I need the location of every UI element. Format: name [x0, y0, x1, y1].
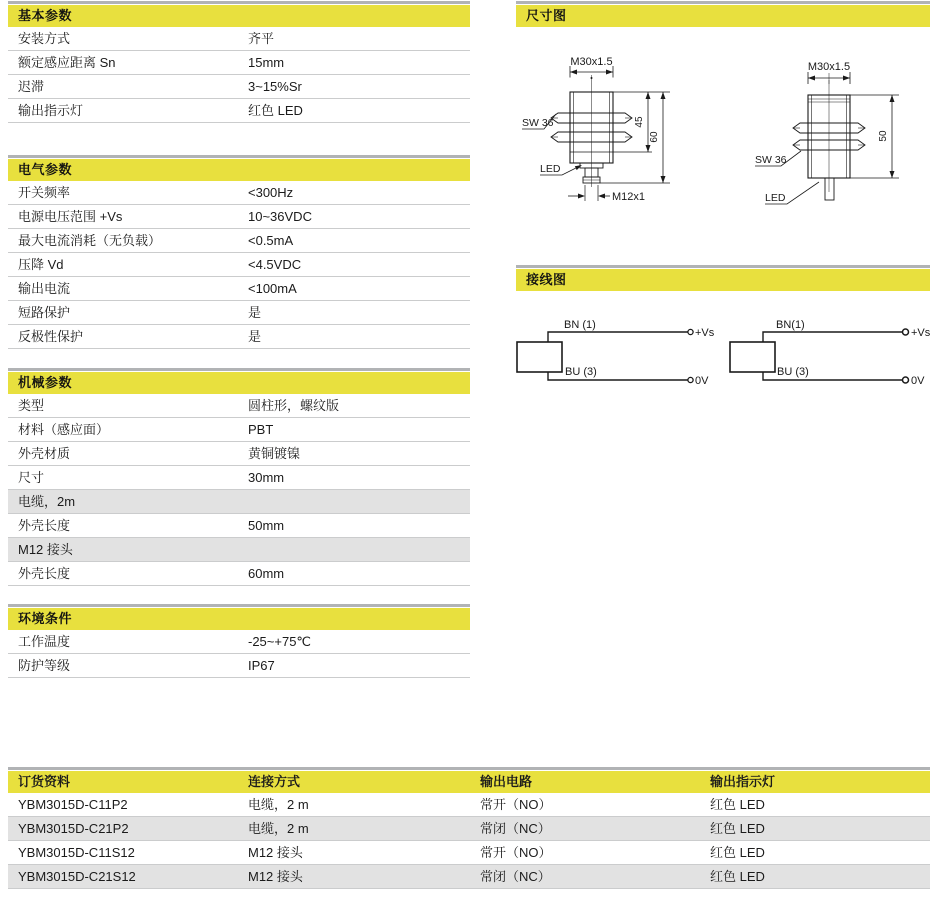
sensor-drawing-cable-version	[751, 52, 911, 207]
spec-row	[8, 630, 470, 654]
section-wiring-diagram	[516, 265, 930, 395]
spec-value: 黄铜镀镍	[248, 446, 301, 461]
ordering-table	[8, 771, 930, 889]
section-top-strip	[8, 155, 470, 158]
spec-row	[8, 301, 470, 325]
ordering-cell: 常开（NO）	[480, 797, 552, 812]
spec-row	[8, 27, 470, 51]
section-title-dimensions: 尺寸图	[516, 5, 930, 27]
ordering-column-header: 连接方式	[248, 774, 301, 789]
section-top-strip	[516, 1, 930, 4]
spec-value: 30mm	[248, 470, 285, 485]
spec-row	[8, 654, 470, 678]
spec-label: 外壳材质	[18, 446, 71, 461]
spec-label: 额定感应距离 Sn	[18, 55, 116, 70]
spec-value: 60mm	[248, 566, 285, 581]
ordering-part-number: YBM3015D-C21P2	[18, 821, 129, 836]
spec-label: 外壳长度	[18, 566, 71, 581]
spec-row	[8, 277, 470, 301]
section-top-strip	[8, 604, 470, 607]
spec-label: 防护等级	[18, 658, 71, 673]
thread-dim-label: M30x1.5	[570, 56, 613, 68]
sensor-drawing-connector-version	[518, 52, 688, 207]
spec-label: 反极性保护	[18, 329, 84, 344]
wrench-size-label: SW 36	[522, 117, 554, 129]
spec-label: 迟滞	[18, 79, 45, 94]
ordering-cell: 电缆，2 m	[248, 797, 309, 812]
spec-value: <0.5mA	[248, 233, 294, 248]
spec-value: 红色 LED	[248, 103, 303, 118]
ordering-cell: 红色 LED	[710, 869, 765, 884]
connector-thread-dim-label: M12x1	[612, 191, 646, 203]
section-basic-params	[8, 1, 470, 123]
barrel-length-dim: 50	[878, 130, 889, 142]
spec-label: 输出电流	[18, 281, 71, 296]
spec-value: 10~36VDC	[248, 209, 312, 224]
sensor-body-symbol	[517, 342, 562, 372]
spec-value: 齐平	[248, 31, 275, 46]
spec-row	[8, 394, 470, 418]
section-dimension-diagram	[516, 1, 930, 237]
spec-label: M12 接头	[18, 542, 73, 557]
basic-params-rows	[8, 27, 470, 123]
wire-label-bu: BU (3)	[565, 366, 597, 378]
wire-label-bn: BN(1)	[776, 319, 805, 331]
spec-label: 电缆，2m	[18, 494, 76, 509]
ordering-part-number: YBM3015D-C11P2	[18, 797, 128, 812]
sensor-body-symbol	[730, 342, 775, 372]
spec-label: 类型	[18, 398, 45, 413]
spec-value: IP67	[248, 658, 275, 673]
terminal-circle	[688, 329, 693, 334]
terminal-circle	[903, 329, 909, 335]
spec-row	[8, 51, 470, 75]
spec-row	[8, 442, 470, 466]
wiring-diagram-cable	[516, 295, 726, 395]
section-title-electrical: 电气参数	[8, 159, 470, 181]
spec-value: 是	[248, 305, 262, 320]
spec-row	[8, 181, 470, 205]
spec-subheader-row	[8, 490, 470, 514]
spec-label: 电源电压范围 +Vs	[18, 209, 123, 224]
ordering-cell: 电缆，2 m	[248, 821, 309, 836]
electrical-params-rows	[8, 181, 470, 349]
spec-row	[8, 562, 470, 586]
terminal-label-vs: +Vs	[695, 327, 715, 339]
ordering-cell: 红色 LED	[710, 797, 765, 812]
section-title-environment: 环境条件	[8, 608, 470, 630]
cable-stub	[825, 178, 834, 200]
terminal-circle	[903, 377, 909, 383]
thread-dim-label: M30x1.5	[807, 61, 851, 73]
ordering-cell: 红色 LED	[710, 821, 765, 836]
spec-label: 安装方式	[18, 31, 71, 46]
ordering-column-header: 输出电路	[480, 774, 533, 789]
spec-value: <100mA	[248, 281, 297, 296]
wrench-size-label: SW 36	[755, 154, 787, 166]
spec-row	[8, 466, 470, 490]
dimension-drawings	[516, 27, 930, 237]
section-mechanical-params	[8, 368, 470, 586]
section-top-strip	[516, 265, 930, 268]
ordering-cell: 红色 LED	[710, 845, 765, 860]
led-label: LED	[540, 163, 561, 175]
total-length-dim: 60	[649, 131, 660, 143]
spec-value: PBT	[248, 422, 274, 437]
ordering-part-number: YBM3015D-C21S12	[18, 869, 136, 884]
ordering-table-row	[8, 793, 930, 817]
ordering-table-row	[8, 817, 930, 841]
wire-label-bu: BU (3)	[777, 366, 809, 378]
spec-label: 最大电流消耗（无负载）	[18, 233, 162, 248]
spec-value: -25~+75℃	[248, 634, 312, 649]
terminal-label-vs: +Vs	[911, 327, 931, 339]
spec-value: <300Hz	[248, 185, 294, 200]
ordering-table-header-row	[8, 771, 930, 793]
spec-row	[8, 229, 470, 253]
wiring-diagram-connector	[729, 295, 936, 395]
ordering-table-row	[8, 865, 930, 889]
spec-label: 输出指示灯	[18, 103, 84, 118]
ordering-column-header: 订货资料	[18, 774, 71, 789]
wiring-diagrams	[516, 295, 930, 395]
spec-label: 外壳长度	[18, 518, 71, 533]
section-top-strip	[8, 1, 470, 4]
spec-row	[8, 418, 470, 442]
spec-label: 开关频率	[18, 185, 71, 200]
environment-params-rows	[8, 630, 470, 678]
ordering-part-number: YBM3015D-C11S12	[18, 845, 135, 860]
spec-value: <4.5VDC	[248, 257, 302, 272]
spec-row	[8, 205, 470, 229]
section-environment-params	[8, 604, 470, 678]
ordering-cell: M12 接头	[248, 845, 303, 860]
ordering-cell: 常闭（NC）	[480, 821, 551, 836]
spec-value: 圆柱形，螺纹版	[248, 398, 340, 413]
spec-row	[8, 325, 470, 349]
section-title-wiring: 接线图	[516, 269, 930, 291]
ordering-cell: 常开（NO）	[480, 845, 552, 860]
ordering-table-row	[8, 841, 930, 865]
spec-label: 工作温度	[18, 634, 71, 649]
spec-label: 尺寸	[18, 470, 45, 485]
section-title-basic: 基本参数	[8, 5, 470, 27]
spec-value: 3~15%Sr	[248, 79, 302, 94]
terminal-label-0v: 0V	[911, 375, 925, 387]
wire-label-bn: BN (1)	[564, 319, 596, 331]
spec-row	[8, 253, 470, 277]
section-top-strip	[8, 368, 470, 371]
spec-row	[8, 514, 470, 538]
spec-value: 50mm	[248, 518, 285, 533]
spec-row	[8, 99, 470, 123]
ordering-cell: 常闭（NC）	[480, 869, 551, 884]
section-title-mechanical: 机械参数	[8, 372, 470, 394]
ordering-cell: M12 接头	[248, 869, 303, 884]
terminal-label-0v: 0V	[695, 375, 709, 387]
section-ordering-info	[8, 767, 930, 889]
mechanical-params-rows	[8, 394, 470, 586]
spec-value: 15mm	[248, 55, 285, 70]
section-top-strip	[8, 767, 930, 770]
barrel-length-dim: 45	[634, 116, 645, 128]
spec-label: 短路保护	[18, 305, 71, 320]
spec-subheader-row	[8, 538, 470, 562]
ordering-column-header: 输出指示灯	[710, 774, 776, 789]
terminal-circle	[688, 377, 693, 382]
spec-label: 材料（感应面）	[18, 422, 110, 437]
section-electrical-params	[8, 155, 470, 349]
spec-row	[8, 75, 470, 99]
led-label: LED	[765, 192, 786, 204]
spec-value: 是	[248, 329, 262, 344]
spec-label: 压降 Vd	[18, 257, 64, 272]
